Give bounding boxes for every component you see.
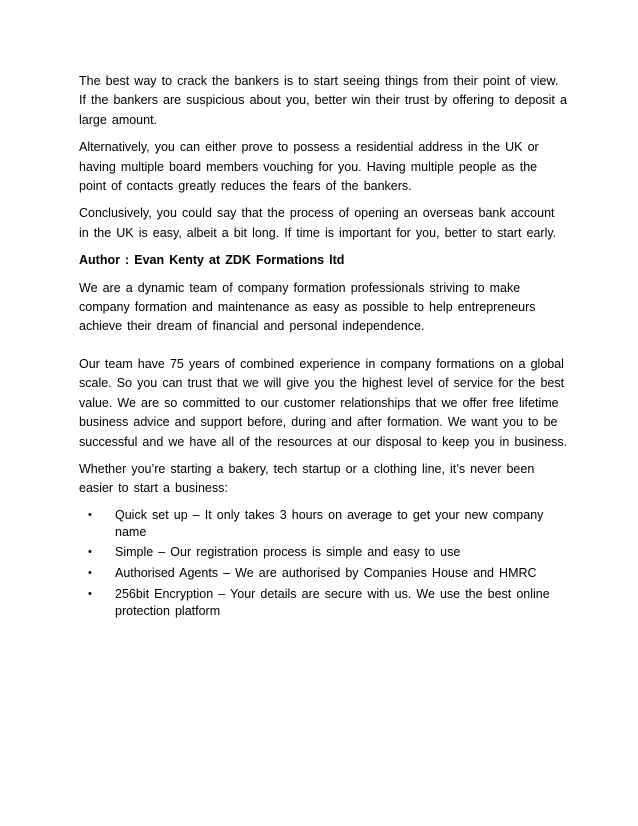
bullet-icon: • (88, 508, 92, 521)
list-item (79, 507, 569, 541)
list-item-text: Authorised Agents – We are authorised by Companies House and HMRC (115, 566, 537, 581)
list-item-text: Simple – Our registration process is simple and easy to use (115, 545, 461, 560)
list-item (79, 586, 569, 620)
list-item (79, 544, 569, 561)
list-item-text: 256bit Encryption – Your details are secure with us. We use the best online protection platform (115, 586, 550, 618)
paragraph-experience: Our team have 75 years of combined experience in company formations on a global scale. So you can trust that we will give you the highest level of service for the best value. We are so committed to our customer relationships that we offer free lifetime business advice and support before, during and after formation. We want you to be successful and we have all of the resources at our disposal to keep you in business. (79, 356, 568, 449)
list-item (79, 565, 569, 582)
paragraph-about-team: We are a dynamic team of company formation professionals striving to make company formation and maintenance as easy as possible to help entrepreneurs achieve their dream of financial and personal independence. (79, 280, 536, 334)
paragraph-crack-bankers: The best way to crack the bankers is to start seeing things from their point of view. If the bankers are suspicious about you, better win their trust by offering to deposit a large amount. (79, 74, 567, 127)
bullet-icon: • (88, 567, 92, 580)
author-line: Author : Evan Kenty at ZDK Formations ltd (79, 253, 345, 268)
document-page (79, 72, 569, 624)
list-item-text: Quick set up – It only takes 3 hours on average to get your new company name (115, 507, 544, 539)
bullet-icon: • (88, 546, 92, 559)
paragraph-conclusively: Conclusively, you could say that the process of opening an overseas bank account in the UK is easy, albeit a bit long. If time is important for you, better to start early. (79, 206, 557, 240)
bullet-icon: • (88, 587, 92, 600)
paragraph-alternatively: Alternatively, you can either prove to possess a residential address in the UK or having multiple board members vouching for you. Having multiple people as the point of contacts greatly reduces the fears of the bankers. (79, 140, 539, 194)
benefits-list (79, 507, 569, 620)
paragraph-start-business: Whether you’re starting a bakery, tech startup or a clothing line, it’s never been easier to start a business: (79, 461, 535, 496)
